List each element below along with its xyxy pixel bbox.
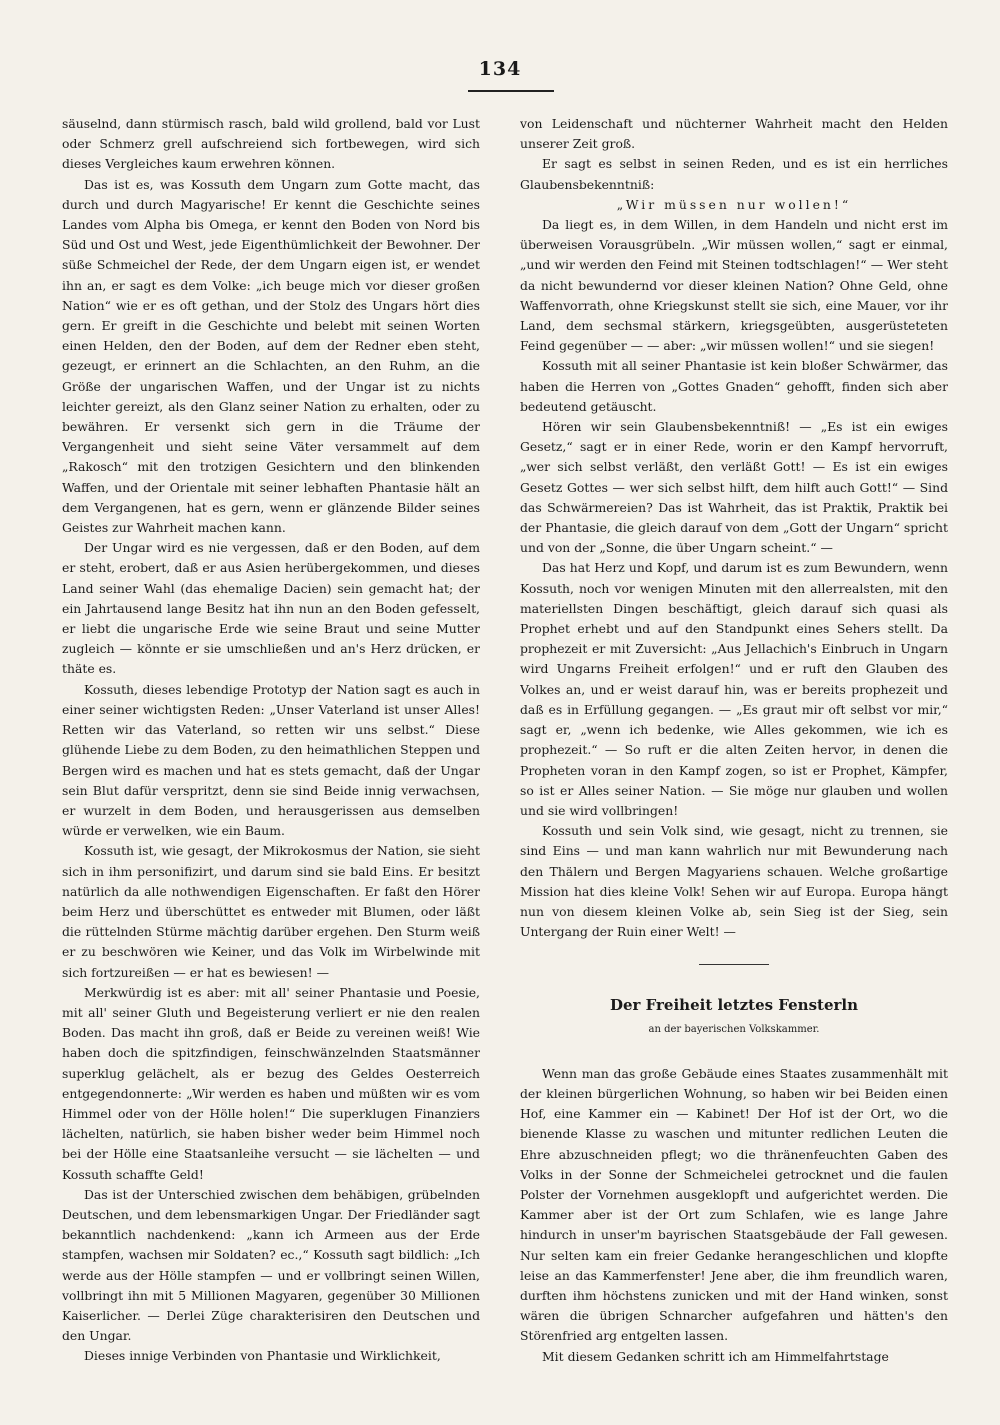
right-paragraph-5: Hören wir sein Glaubensbekenntniß! — „Es ist ein ewiges Gesetz,“ sagt er in einer Rede, worin er den Kampf hervorruft, „wer sich selbst verläßt, den verläßt Gott! — Es ist ein ewiges Gesetz Gottes — wer sich selbst hilft, dem hilft auch Gott!“ — Sind das Schwärmereien? Das ist Wahrheit, das ist Praktik, Praktik bei der Phantasie, die gleich darauf von dem „Gott der Ungarn“ spricht und von der „Sonne, die über Ungarn scheint.“ — — [520, 419, 948, 556]
left-paragraph-7: Das ist der Unterschied zwischen dem behäbigen, grübelnden Deutschen, und dem lebensmarkigen Ungar. Der Friedländer sagt bekanntlich nachdenkend: „kann ich Armeen aus der Erde stampfen, wachsen mir Soldaten? ec.,“ Kossuth sagt bildlich: „Ich werde aus der Hölle stampfen — und er vollbringt seinen Willen, vollbringt ihn mit 5 Millionen Magyaren, gegenüber 30 Millionen Kaiserlicher. — Derlei Züge charakterisiren den Deutschen und den Ungar. — [62, 1186, 480, 1344]
section-paragraph-1: Wenn man das große Gebäude eines Staates zusammenhält mit der kleinen bürgerlichen Wohnung, so haben wir bei Beiden einen Hof, eine Kammer ein — Kabinet! Der Hof ist der Ort, wo die bienende Klasse zu waschen und mitunter redlichen Leuten die Ehre abzuschneiden pflegt; wo die thränenfeuchten Gaben des Volks in der Sonne der Schmeichelei getrocknet und die faulen Polster der Vornehmen ausgeklopft und aufgerichtet werden. Die Kammer aber ist der Ort zum Schlafen, wie es lange Jahre hindurch in unser'm bayrischen Staatsgebäude der Fall gewesen. Nur selten kam ein freier Gedanke herangeschlichen und klopfte leise an das Kammerfenster! Jene aber, die ihm freundlich waren, durften ihm höchstens zunicken und mit der Hand winken, sonst wären die übrigen Schnarcher aufgefahren und hätten's den Störenfried arg entgelten lassen. — [520, 1065, 948, 1344]
right-column — [520, 114, 948, 1414]
section-separator-rule — [699, 964, 769, 965]
right-paragraph-2: Er sagt es selbst in seinen Reden, und es ist ein herrliches Glaubensbekenntniß: — [520, 156, 948, 192]
section-subtitle: an der bayerischen Volkskammer. — [648, 1023, 820, 1035]
left-paragraph-8: Dieses innige Verbinden von Phantasie und Wirklichkeit, — [84, 1348, 441, 1364]
section-paragraph-2: Mit diesem Gedanken schritt ich am Himmelfahrtstage — [542, 1348, 889, 1364]
left-column — [62, 114, 480, 1414]
motto-quote: „Wir müssen nur wollen!“ — [616, 196, 852, 212]
left-paragraph-2: Das ist es, was Kossuth dem Ungarn zum Gotte macht, das durch und durch Magyarische! Er kennt die Geschichte seines Landes vom Alpha bis Omega, er kennt den Boden von Nord bis Süd und Ost und West, jede Eigenthümlichkeit der Bewohner. Der süße Schmeichel der Rede, der dem Ungarn eigen ist, er wendet ihn an, er sagt es dem Volke: „ich beuge mich vor dieser großen Nation“ wie er es oft gethan, und der Stolz des Ungars hört dies gern. Er greift in die Geschichte und belebt mit seinen Worten einen Helden, den der Boden, auf dem der Redner eben steht, gezeugt, er erinnert an die Schlachten, an den Ruhm, an die Größe der ungarischen Waffen, und der Ungar ist zu nichts leichter gereizt, als den Glanz seiner Nation zu erhalten, oder zu bewähren. Er versenkt sich gern in die Träume der Vergangenheit und sieht seine Väter versammelt auf dem „Rakosch“ mit den trotzigen Gesichtern und den blinkenden Waffen, und der Orientale mit seiner lebhaften Phantasie hält an dem Vergangenen, hat es gern, wenn er glänzende Bilder seines Geistes zur Wahrheit machen kann. — [62, 176, 480, 536]
left-paragraph-6: Merkwürdig ist es aber: mit all' seiner Phantasie und Poesie, mit all' seiner Gluth und Begeisterung verliert er nie den realen Boden. Das macht ihn groß, daß er Beide zu vereinen weiß! Wie haben doch die spitzfindigen, feinschwänzelnden Staatsmänner superklug gelächelt, als er bezug des Geldes Oesterreich entgegendonnerte: „Wir werden es haben und müßten wir es vom Himmel oder von der Hölle holen!“ Die superklugen Finanziers lächelten, natürlich, sie haben bisher weder beim Himmel noch bei der Hölle eine Staatsanleihe versucht — sie lächelten — und Kossuth schaffte Geld! — [62, 984, 480, 1182]
left-paragraph-3: Der Ungar wird es nie vergessen, daß er den Boden, auf dem er steht, erobert, daß er aus Asien herübergekommen, und dieses Land seiner Wahl (das ehemalige Dacien) sein gemacht hat; der ein Jahrtausend lange Besitz hat ihn nun an den Boden gefesselt, er liebt die ungarische Erde wie seine Braut und seine Mutter zugleich — könnte er sie umschließen und an's Herz drücken, er thäte es. — [62, 540, 480, 677]
page-number-rule — [468, 90, 554, 92]
right-paragraph-6: Das hat Herz und Kopf, und darum ist es zum Bewundern, wenn Kossuth, noch vor wenigen Minuten mit den allerrealsten, mit den materiellsten Dingen beschäftigt, gleich darauf sich quasi als Prophet erhebt und auf den Standpunkt eines Sehers stellt. Da prophezeit er mit Zuversicht: „Aus Jellachich's Einbruch in Ungarn wird Ungarns Freiheit erfolgen!“ und er ruft den Glauben des Volkes an, und er weist darauf hin, was er bereits prophezeit und daß es in Erfüllung gegangen. — „Es graut mir oft selbst vor mir,“ sagt er, „wenn ich bedenke, wie Alles gekommen, wie ich es prophezeit.“ — So ruft er die alten Zeiten hervor, in denen die Propheten voran in den Kampf zogen, so ist er Prophet, Kämpfer, so ist er Alles seiner Nation. — Sie möge nur glauben und wollen und sie wird vollbringen! — [520, 560, 948, 818]
left-paragraph-5: Kossuth ist, wie gesagt, der Mikrokosmus der Nation, sie sieht sich in ihm personifizirt, und darum sind sie bald Eins. Er besitzt natürlich da alle nothwendigen Eigenschaften. Er faßt den Hörer beim Herz und überschüttet es entweder mit Blumen, oder läßt die rüttelnden Stürme mächtig darüber ergehen. Den Sturm weiß er zu beschwören wie Keiner, und das Volk im Wirbelwinde mit sich fortzureißen — er hat es bewiesen! — — [62, 843, 480, 980]
page-number: 134 — [478, 58, 522, 80]
right-paragraph-3: Da liegt es, in dem Willen, in dem Handeln und nicht erst im überweisen Vorausgrübeln. „Wir müssen wollen,“ sagt er einmal, „und wir werden den Feind mit Steinen todtschlagen!“ — Wer steht da nicht bewundernd vor dieser kleinen Nation? Ohne Geld, ohne Waffenvorrath, ohne Kriegskunst stellt sie sich, eine Mauer, vor ihr Land, dem sechsmal stärkern, kriegsgeübten, ausgerüsteteten Feind gegenüber — — aber: „wir müssen wollen!“ und sie siegen! — [520, 217, 948, 354]
right-paragraph-7: Kossuth und sein Volk sind, wie gesagt, nicht zu trennen, sie sind Eins — und man kann wahrlich nur mit Bewunderung nach den Thälern und Bergen Magyariens schauen. Welche großartige Mission hat dies kleine Volk! Sehen wir auf Europa. Europa hängt nun von diesem kleinen Volke ab, sein Sieg ist der Sieg, sein Untergang der Ruin einer Welt! — — [520, 823, 948, 940]
section-title: Der Freiheit letztes Fensterln — [609, 996, 859, 1015]
left-paragraph-1: säuselnd, dann stürmisch rasch, bald wild grollend, bald vor Lust oder Schmerz grell aufschreiend sich fortbewegen, wird sich dieses Vergleiches kaum erwehren können. — [62, 116, 480, 172]
left-paragraph-4: Kossuth, dieses lebendige Prototyp der Nation sagt es auch in einer seiner wichtigsten Reden: „Unser Vaterland ist unser Alles! Retten wir das Vaterland, so retten wir uns selbst.“ Diese glühende Liebe zu dem Boden, zu den heimathlichen Steppen und Bergen wird es machen und hat es stets gemacht, daß der Ungar sein Blut dafür verspritzt, denn sie sind Beide innig verwachsen, er wurzelt in dem Boden, und herausgerissen aus demselben würde er verwelken, wie ein Baum. — [62, 681, 480, 839]
right-paragraph-4: Kossuth mit all seiner Phantasie ist kein bloßer Schwärmer, das haben die Herren von „Gottes Gnaden“ gehofft, finden sich aber bedeutend getäuscht. — [520, 358, 948, 414]
right-paragraph-1: von Leidenschaft und nüchterner Wahrheit macht den Helden unserer Zeit groß. — [520, 116, 948, 152]
